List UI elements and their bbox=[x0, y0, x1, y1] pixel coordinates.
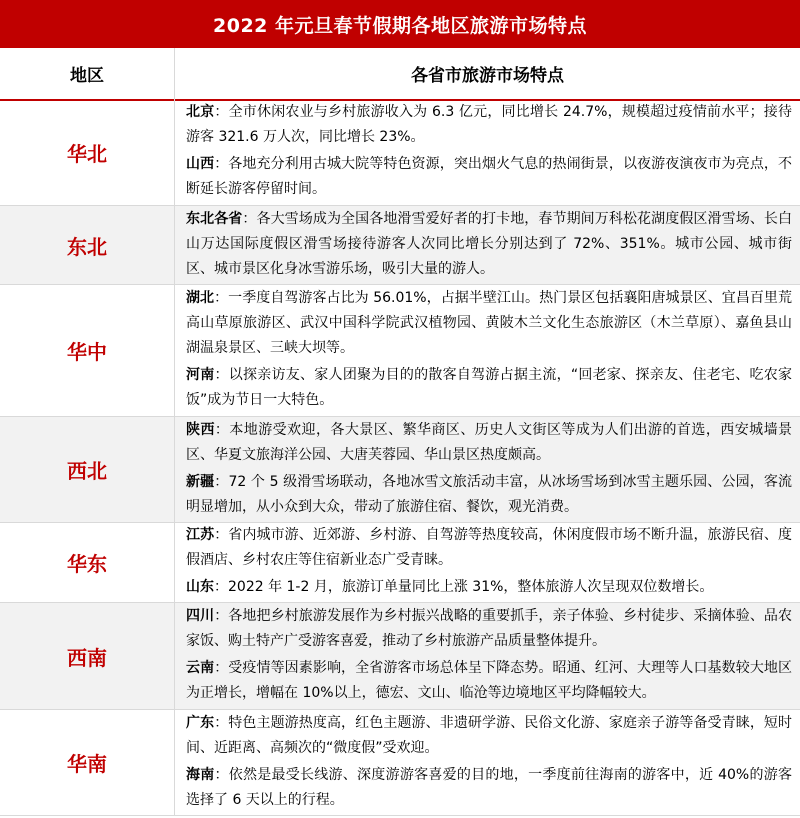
province-text: ：72 个 5 级滑雪场联动，各地冰雪文旅活动丰富，从冰场雪场到冰雪主题乐园、公园，客流明显增加，从小众到大众，带动了旅游住宿、餐饮，观光消费。 bbox=[186, 474, 793, 515]
region-cell: 华北 bbox=[0, 99, 175, 205]
province-entry bbox=[186, 470, 792, 520]
table-row bbox=[0, 99, 800, 206]
region-cell: 华南 bbox=[0, 710, 175, 815]
table-header-row bbox=[0, 48, 800, 101]
province-entry bbox=[186, 100, 792, 150]
features-cell bbox=[175, 417, 800, 522]
region-cell: 华东 bbox=[0, 523, 175, 602]
province-name: 云南 bbox=[186, 660, 215, 676]
province-name: 山东 bbox=[186, 579, 214, 595]
province-name: 陕西 bbox=[186, 422, 215, 438]
table-row bbox=[0, 523, 800, 603]
province-name: 湖北 bbox=[186, 290, 215, 306]
province-entry bbox=[186, 363, 792, 413]
table-row bbox=[0, 603, 800, 710]
province-entry bbox=[186, 523, 792, 573]
table-body bbox=[0, 99, 800, 816]
features-cell bbox=[175, 206, 800, 284]
province-name: 河南 bbox=[186, 367, 215, 383]
province-entry bbox=[186, 152, 792, 202]
table-row bbox=[0, 417, 800, 523]
features-cell bbox=[175, 603, 800, 709]
table-title bbox=[0, 0, 800, 48]
region-cell: 东北 bbox=[0, 206, 175, 284]
province-text: ：本地游受欢迎，各大景区、繁华商区、历史人文街区等成为人们出游的首选，西安城墙景区、华夏文旅海洋公园、大唐芙蓉园、华山景区热度颇高。 bbox=[186, 422, 793, 463]
province-text: ：全市休闲农业与乡村旅游收入为 6.3 亿元，同比增长 24.7%，规模超过疫情前水平；接待游客 321.6 万人次，同比增长 23%。 bbox=[186, 104, 793, 145]
table-title-text: 2022 年元旦春节假期各地区旅游市场特点 bbox=[213, 14, 587, 37]
province-entry bbox=[186, 575, 792, 600]
region-cell: 华中 bbox=[0, 285, 175, 416]
province-name: 北京 bbox=[186, 104, 215, 120]
province-name: 东北各省 bbox=[186, 211, 243, 227]
province-entry bbox=[186, 763, 792, 813]
table-row bbox=[0, 710, 800, 816]
province-text: ：受疫情等因素影响，全省游客市场总体呈下降态势。昭通、红河、大理等人口基数较大地区为正增长，增幅在 10%以上，德宏、文山、临沧等边境地区平均降幅较大。 bbox=[186, 660, 793, 701]
province-text: ：2022 年 1-2 月，旅游订单量同比上涨 31%，整体旅游人次呈现双位数增长。 bbox=[214, 579, 714, 595]
table-row bbox=[0, 206, 800, 285]
province-text: ：各地充分利用古城大院等特色资源，突出烟火气息的热闹街景，以夜游夜演夜市为亮点，不断延长游客停留时间。 bbox=[186, 156, 793, 197]
province-name: 四川 bbox=[186, 608, 215, 624]
province-text: ：省内城市游、近郊游、乡村游、自驾游等热度较高，休闲度假市场不断升温，旅游民宿、度假酒店、乡村农庄等住宿新业态广受青睐。 bbox=[186, 527, 793, 568]
region-cell: 西北 bbox=[0, 417, 175, 522]
province-text: ：特色主题游热度高，红色主题游、非遗研学游、民俗文化游、家庭亲子游等备受青睐，短时间、近距离、高频次的“微度假”受欢迎。 bbox=[186, 715, 793, 756]
province-name: 江苏 bbox=[186, 527, 215, 543]
province-entry bbox=[186, 207, 792, 282]
province-entry bbox=[186, 418, 792, 468]
province-name: 海南 bbox=[186, 767, 215, 783]
province-text: ：依然是最受长线游、深度游游客喜爱的目的地，一季度前往海南的游客中，近 40%的游客选择了 6 天以上的行程。 bbox=[186, 767, 792, 808]
province-entry bbox=[186, 604, 792, 654]
province-name: 山西 bbox=[186, 156, 215, 172]
province-entry bbox=[186, 656, 792, 706]
features-cell bbox=[175, 523, 800, 602]
province-name: 广东 bbox=[186, 715, 215, 731]
features-cell bbox=[175, 99, 800, 205]
region-cell: 西南 bbox=[0, 603, 175, 709]
province-text: ：一季度自驾游客占比为 56.01%，占据半壁江山。热门景区包括襄阳唐城景区、宜昌百里荒高山草原旅游区、武汉中国科学院武汉植物园、黄陂木兰文化生态旅游区（木兰草原）、嘉鱼县山湖温泉景区、三峡大坝等。 bbox=[186, 290, 792, 356]
header-region: 地区 bbox=[0, 48, 175, 99]
province-entry bbox=[186, 286, 792, 361]
features-cell bbox=[175, 710, 800, 815]
province-name: 新疆 bbox=[186, 474, 215, 490]
header-features: 各省市旅游市场特点 bbox=[411, 66, 564, 86]
province-text: ：各地把乡村旅游发展作为乡村振兴战略的重要抓手，亲子体验、乡村徒步、采摘体验、品农家饭、购土特产广受游客喜爱，推动了乡村旅游产品质量整体提升。 bbox=[186, 608, 793, 649]
features-cell bbox=[175, 285, 800, 416]
table-row bbox=[0, 285, 800, 417]
province-entry bbox=[186, 711, 792, 761]
province-text: ：以探亲访友、家人团聚为目的的散客自驾游占据主流，“回老家、探亲友、住老宅、吃农家饭”成为节日一大特色。 bbox=[186, 367, 792, 408]
province-text: ：各大雪场成为全国各地滑雪爱好者的打卡地，春节期间万科松花湖度假区滑雪场、长白山万达国际度假区滑雪场接待游客人次同比增长分别达到了 72%、351%。城市公园、城市街区、城市景区化身冰雪游乐场，吸引大量的游人。 bbox=[186, 211, 793, 277]
